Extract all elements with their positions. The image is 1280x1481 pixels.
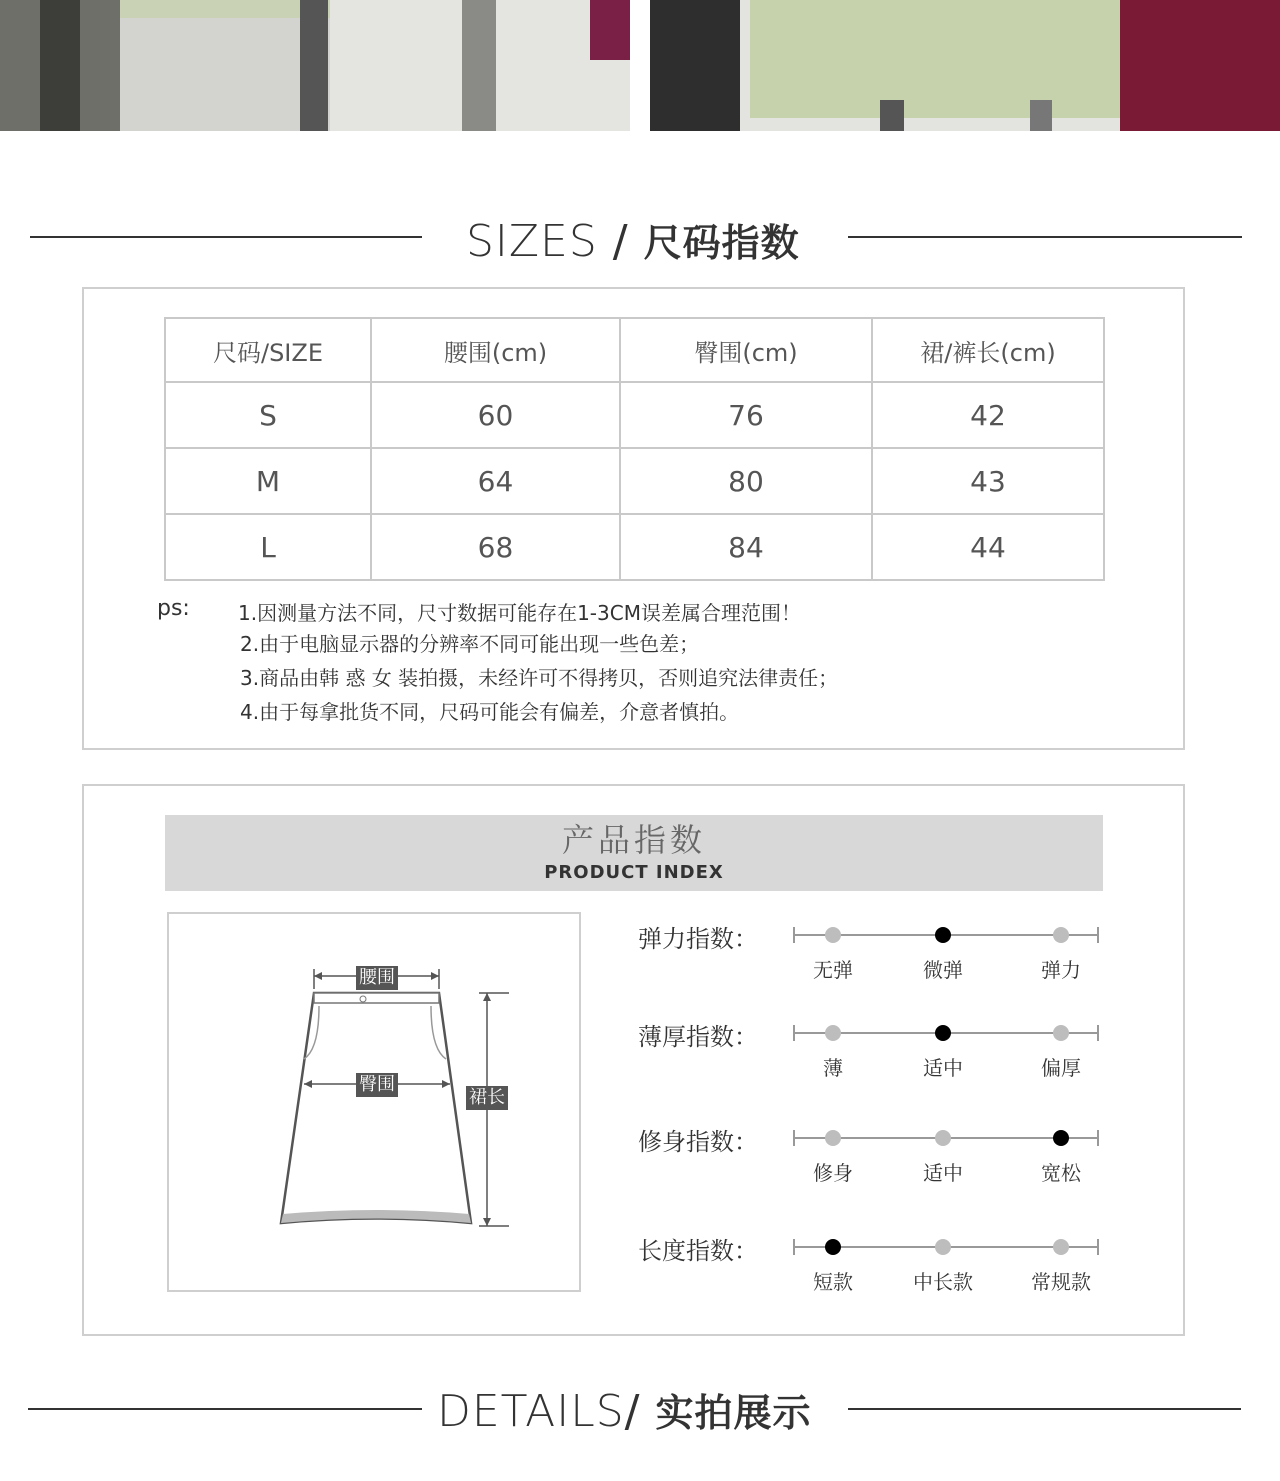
table-cell: 64 [371,448,620,514]
index-scale-cap [1097,1130,1099,1146]
index-dot [825,1025,841,1041]
sizes-title-cn: 尺码指数 [643,221,800,265]
table-cell: L [165,514,371,580]
note-item: 3.商品由韩 惑 女 装拍摄，未经许可不得拷贝，否则追究法律责任； [240,666,839,690]
length-label: 裙长 [466,1086,508,1110]
index-dot [935,1130,951,1146]
index-scale-cap [1097,927,1099,943]
divider-line [848,236,1242,238]
notes-label: ps: [157,596,190,621]
sizes-title-en: SIZES [466,216,598,267]
index-option-label: 薄 [823,1056,843,1080]
waist-label: 腰围 [356,966,398,990]
table-cell: 68 [371,514,620,580]
header-size: 尺码/SIZE [165,318,371,382]
table-cell: S [165,382,371,448]
index-dot-selected [935,927,951,943]
product-photo-right [650,0,1280,131]
index-option-label: 适中 [923,1056,963,1080]
index-dot [825,1130,841,1146]
index-option-label: 微弹 [923,958,963,982]
divider-line [30,236,422,238]
index-dot-selected [825,1239,841,1255]
table-cell: 84 [620,514,872,580]
index-option-label: 无弹 [813,958,853,982]
index-option-label: 修身 [813,1161,853,1185]
index-label: 弹力指数： [638,925,758,953]
index-scale-cap [1097,1025,1099,1041]
index-option-label: 短款 [813,1270,853,1294]
divider-line [28,1408,422,1410]
index-scale-cap [793,927,795,943]
note-item: 2.由于电脑显示器的分辨率不同可能出现一些色差； [240,632,700,656]
index-scale-cap [793,1025,795,1041]
header-waist: 腰围(cm) [371,318,620,382]
index-option-label: 适中 [923,1161,963,1185]
table-row [165,514,1104,580]
index-label: 薄厚指数： [638,1023,758,1051]
index-option-label: 宽松 [1041,1161,1081,1185]
table-cell: 42 [872,382,1104,448]
table-cell: 43 [872,448,1104,514]
table-cell: M [165,448,371,514]
index-dot [1053,927,1069,943]
product-index-title-en: PRODUCT INDEX [544,862,724,883]
size-table [164,317,1105,581]
index-option-label: 弹力 [1041,958,1081,982]
header-length: 裙/裤长(cm) [872,318,1104,382]
table-cell: 76 [620,382,872,448]
table-header-row [165,318,1104,382]
index-scale-cap [1097,1239,1099,1255]
index-label: 长度指数： [638,1237,758,1265]
table-cell: 80 [620,448,872,514]
details-title-cn: 实拍展示 [655,1391,812,1435]
index-dot [935,1239,951,1255]
sizes-title-separator: / [597,216,644,267]
sizes-title [466,212,800,267]
index-option-label: 中长款 [913,1270,973,1294]
note-item: 1.因测量方法不同，尺寸数据可能存在1-3CM误差属合理范围！ [238,601,801,625]
table-cell: 60 [371,382,620,448]
details-title-separator: / [624,1386,656,1437]
index-option-label: 偏厚 [1041,1056,1081,1080]
product-index-title-cn: 产品指数 [561,821,706,859]
index-dot-selected [1053,1130,1069,1146]
details-title [437,1382,812,1437]
index-dot [825,927,841,943]
table-cell: 44 [872,514,1104,580]
product-photo-left [0,0,630,131]
hip-label: 臀围 [356,1073,398,1097]
index-label: 修身指数： [638,1128,758,1156]
skirt-diagram [167,912,581,1292]
table-row [165,448,1104,514]
index-scale-cap [793,1239,795,1255]
header-hip: 臀围(cm) [620,318,872,382]
product-index-header [165,815,1103,891]
table-row [165,382,1104,448]
note-item: 4.由于每拿批货不同，尺码可能会有偏差，介意者慎拍。 [240,700,740,724]
index-dot [1053,1025,1069,1041]
index-option-label: 常规款 [1031,1270,1091,1294]
divider-line [848,1408,1241,1410]
index-scale-cap [793,1130,795,1146]
index-dot [1053,1239,1069,1255]
index-dot-selected [935,1025,951,1041]
details-title-en: DETAILS [437,1386,625,1437]
